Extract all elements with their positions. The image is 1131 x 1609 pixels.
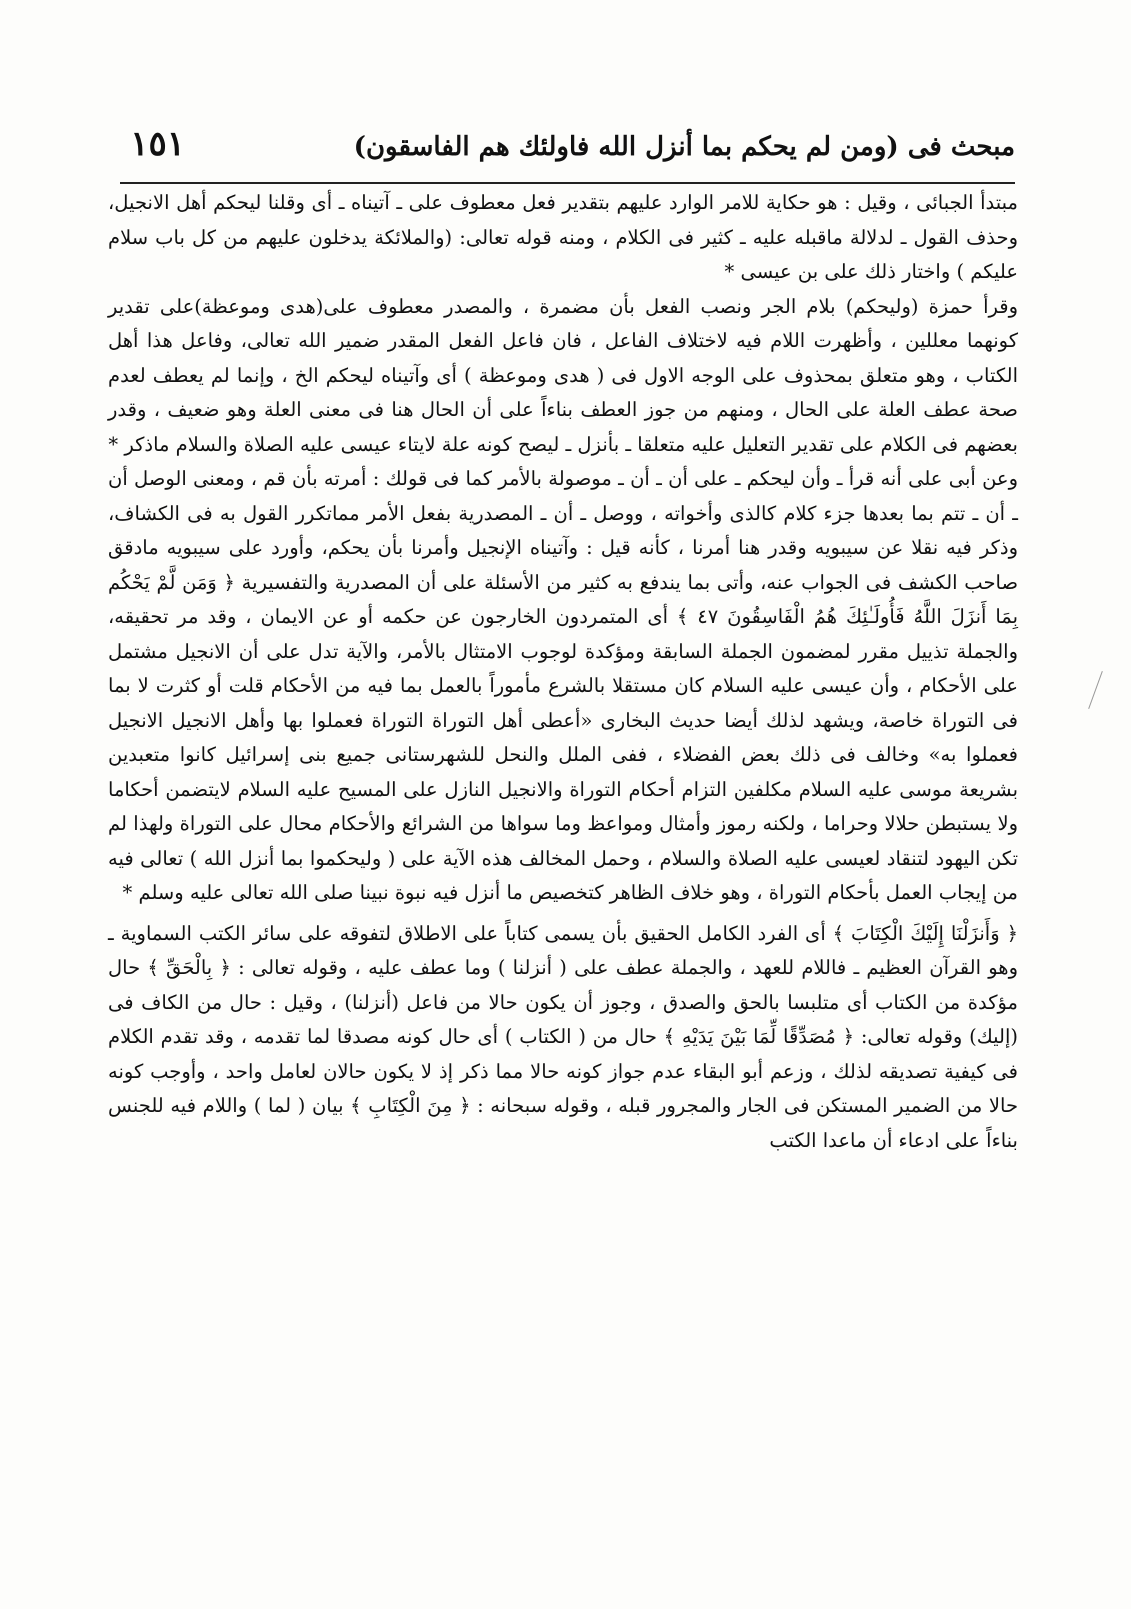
- page-body: [108, 186, 1018, 1586]
- paragraph-3: وعن أبى على أنه قرأ ـ وأن ليحكم ـ على أن ـ أن ـ موصولة بالأمر كما فى قولك : أمرته بأن قم ، ومعنى الوصل أن ـ أن ـ تتم بما بعدها جزء كلام كالذى وأخواته ، ووصل ـ أن ـ المصدرية بفعل الأمر مماتكرر القول به فى الكشاف، وذكر فيه نقلا عن سيبويه وقدر هنا أمرنا ، كأنه قيل : وآتيناه الإنجيل وأمرنا بأن يحكم، وأورد على سيبويه مادقق صاحب الكشف فى الجواب عنه، وأتى بما يندفع به كثير من الأسئلة على أن المصدرية والتفسيرية ﴿ وَمَن لَّمْ يَحْكُم بِمَا أَنزَلَ اللَّهُ فَأُولَـٰئِكَ هُمُ الْفَاسِقُونَ ٤٧ ﴾ أى المتمردون الخارجون عن حكمه أو عن الايمان ، وقد مر تحقيقه، والجملة تذييل مقرر لمضمون الجملة السابقة ومؤكدة لوجوب الامتثال بالأمر، والآية تدل على أن الانجيل مشتمل على الأحكام ، وأن عيسى عليه السلام كان مستقلا بالشرع مأموراً بالعمل بما فيه من الأحكام قلت أو كثرت لا بما فى التوراة خاصة، ويشهد لذلك أيضا حديث البخارى «أعطى أهل التوراة التوراة فعملوا بها وأهل الانجيل الانجيل فعملوا به» وخالف فى ذلك بعض الفضلاء ، ففى الملل والنحل للشهرستانى جميع بنى إسرائيل كانوا متعبدين بشريعة موسى عليه السلام مكلفين التزام أحكام التوراة والانجيل النازل على المسيح عليه السلام لايتضمن أحكاما ولا يستبطن حلالا وحراما ، ولكنه رموز وأمثال ومواعظ وما سواها من الشرائع والأحكام محال على التوراة ولهذا لم تكن اليهود لتنقاد لعيسى عليه الصلاة والسلام ، وحمل المخالف هذه الآية على ( وليحكموا بما أنزل الله ) تعالى فيه من إيجاب العمل بأحكام التوراة ، وهو خلاف الظاهر كتخصيص ما أنزل فيه نبوة نبينا صلى الله تعالى عليه وسلم *: [108, 467, 1018, 904]
- page-number: ١٥١: [130, 124, 185, 164]
- paragraph-4: ﴿ وَأَنزَلْنَا إِلَيْكَ الْكِتَابَ ﴾ أى الفرد الكامل الحقيق بأن يسمى كتاباً على الاطلاق لتفوقه على سائر الكتب السماوية ـ وهو القرآن العظيم ـ فاللام للعهد ، والجملة عطف على ( أنزلنا ) وما عطف عليه ، وقوله تعالى : ﴿ بِالْحَقِّ ﴾ حال مؤكدة من الكتاب أى متلبسا بالحق والصدق ، وجوز أن يكون حالا من فاعل (أنزلنا) ، وقيل : حال من الكاف فى (إليك) وقوله تعالى: ﴿ مُصَدِّقًا لِّمَا بَيْنَ يَدَيْهِ ﴾ حال من ( الكتاب ) أى حال كونه مصدقا لما تقدمه ، وقد تقدم الكلام فى كيفية تصديقه لذلك ، وزعم أبو البقاء عدم جواز كونه حالا مما ذكر إذ لا يكون حالان لعامل واحد ، وأوجب كونه حالا من الضمير المستكن فى الجار والمجرور قبله ، وقوله سبحانه : ﴿ مِنَ الْكِتَابِ ﴾ بيان ( لما ) واللام فيه للجنس بناءاً على ادعاء أن ماعدا الكتب: [108, 921, 1018, 1152]
- running-title: مبحث فى (ومن لم يحكم بما أنزل الله فاولئك هم الفاسقون): [353, 132, 1015, 162]
- paragraph-1: مبتدأ الجبائى ، وقيل : هو حكاية للامر الوارد عليهم بتقدير فعل معطوف على ـ آتيناه ـ أى وقلنا ليحكم أهل الانجيل، وحذف القول ـ لدلالة ماقبله عليه ـ كثير فى الكلام ، ومنه قوله تعالى: (والملائكة يدخلون عليهم من كل باب سلام عليكم ) واختار ذلك على بن عيسى *: [108, 191, 1018, 283]
- page-header: [120, 118, 1015, 180]
- header-divider: [120, 182, 1015, 184]
- margin-mark: [1088, 671, 1103, 709]
- paragraph-2: وقرأ حمزة (وليحكم) بلام الجر ونصب الفعل بأن مضمرة ، والمصدر معطوف على(هدى وموعظة)على تقدير كونهما معللين ، وأظهرت اللام فيه لاختلاف الفاعل ، فان فاعل الفعل المقدر ضمير الله تعالى، وفاعل هذا أهل الكتاب ، وهو متعلق بمحذوف على الوجه الاول فى ( هدى وموعظة ) أى وآتيناه ليحكم الخ ، وإنما لم يعطف لعدم صحة عطف العلة على الحال ، ومنهم من جوز العطف بناءاً على أن الحال هنا فى معنى العلة وهو ضعيف ، وقدر بعضهم فى الكلام على تقدير التعليل عليه متعلقا ـ بأنزل ـ ليصح كونه علة لايتاء عيسى عليه الصلاة والسلام ماذكر *: [108, 294, 1018, 456]
